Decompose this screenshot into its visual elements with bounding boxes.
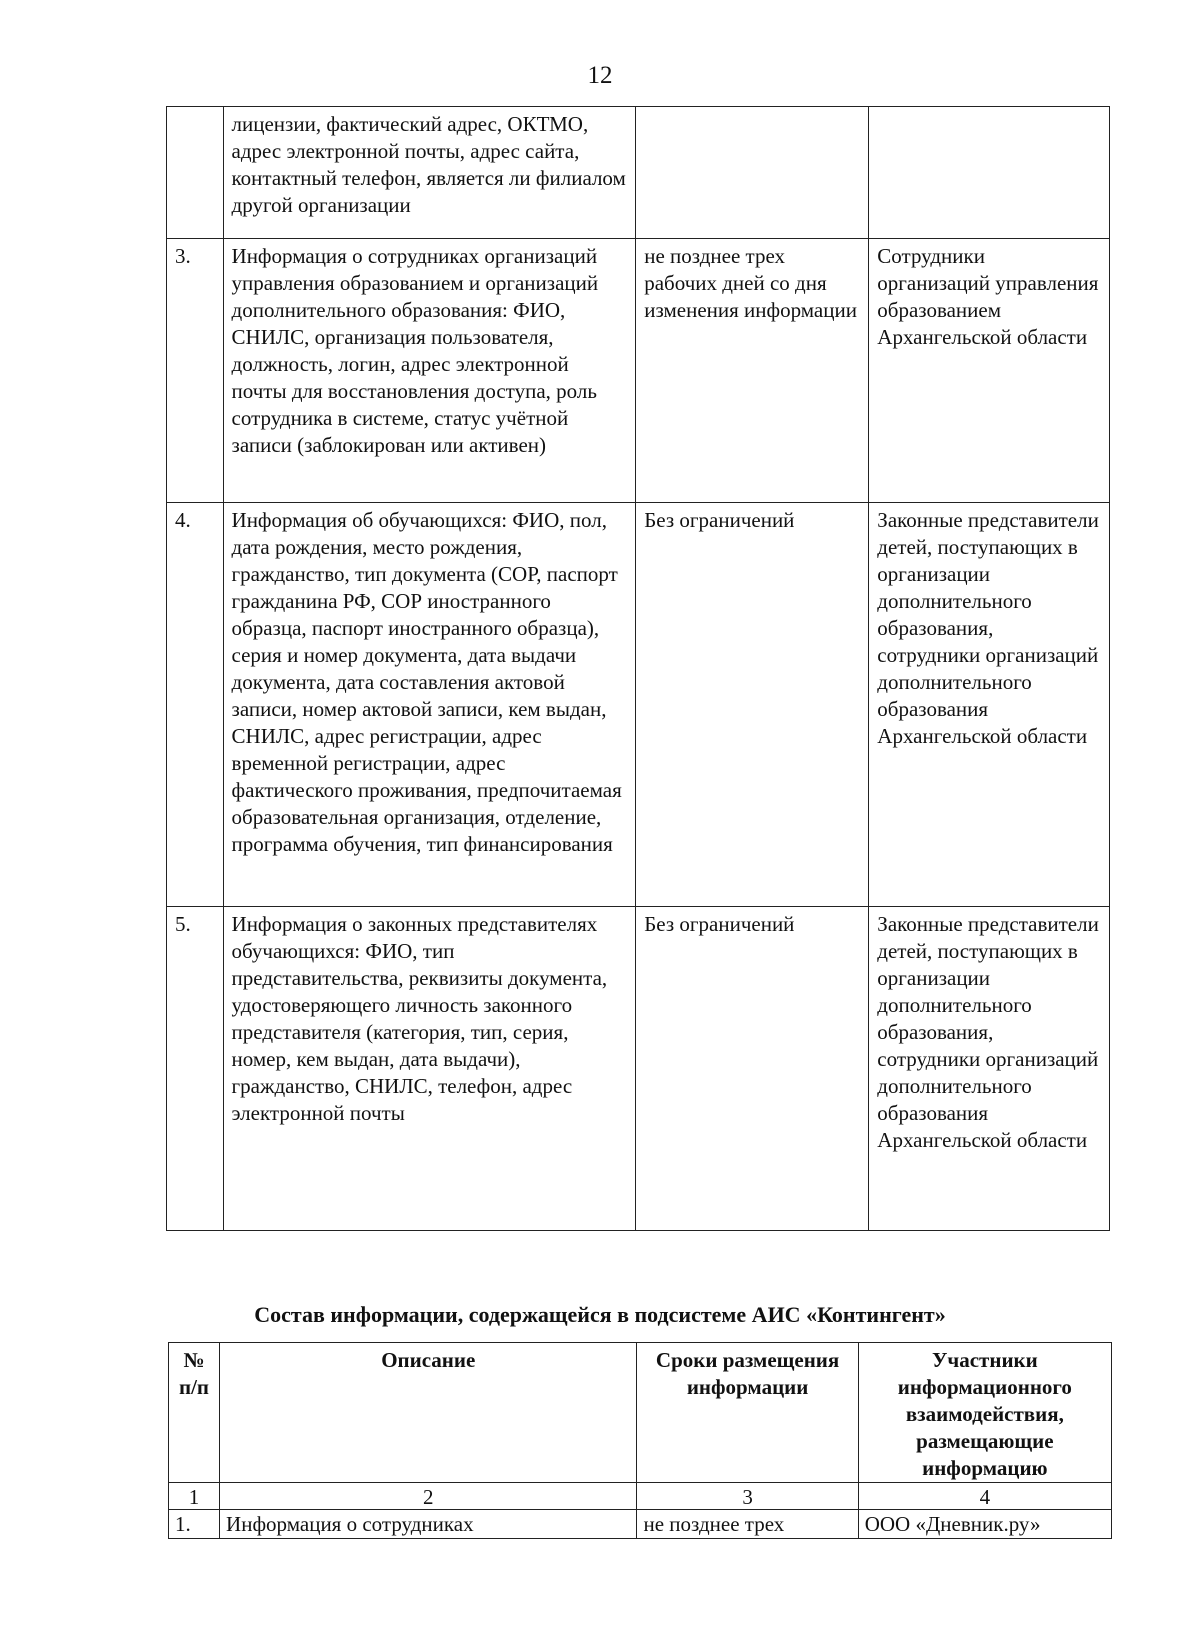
row-description: Информация о законных представителях обучающихся: ФИО, тип представительства, реквизиты документа, удостоверяющего личность законного представителя (категория, тип, серия, номер, кем выдан, дата выдачи), гражданство, СНИЛС, телефон, адрес электронной почты — [223, 907, 636, 1231]
info-table-continued — [166, 106, 1110, 1231]
row-participants — [869, 107, 1110, 239]
row-participants: Законные представители детей, поступающих в организации дополнительного образования, сотрудники организаций дополнительного образования Архангельской области — [869, 503, 1110, 907]
row-term: Без ограничений — [636, 503, 869, 907]
table-row — [169, 1510, 1112, 1539]
row-description: Информация об обучающихся: ФИО, пол, дата рождения, место рождения, гражданство, тип документа (СОР, паспорт гражданина РФ, СОР иностранного образца, паспорт иностранного образца), серия и номер документа, дата выдачи документа, дата составления актовой записи, номер актовой записи, кем выдан, СНИЛС, адрес регистрации, адрес временной регистрации, адрес фактического проживания, предпочитаемая образовательная организация, отделение, программа обучения, тип финансирования — [223, 503, 636, 907]
contingent-info-table — [168, 1342, 1112, 1539]
column-number: 1 — [169, 1483, 220, 1510]
section-title: Состав информации, содержащейся в подсистеме АИС «Контингент» — [254, 1302, 946, 1327]
row-number: 3. — [167, 239, 224, 503]
row-description: Информация о сотрудниках — [220, 1510, 637, 1539]
page-number: 12 — [587, 62, 613, 89]
column-number: 4 — [858, 1483, 1111, 1510]
row-number: 1. — [169, 1510, 220, 1539]
header-participants: Участники информационного взаимодействия, размещающие информацию — [858, 1343, 1111, 1483]
row-number: 4. — [167, 503, 224, 907]
row-number — [167, 107, 224, 239]
header-description: Описание — [220, 1343, 637, 1483]
column-number: 2 — [220, 1483, 637, 1510]
table-row — [167, 503, 1110, 907]
row-description: лицензии, фактический адрес, ОКТМО, адрес электронной почты, адрес сайта, контактный телефон, является ли филиалом другой организации — [223, 107, 636, 239]
row-term: не позднее трех рабочих дней со дня изменения информации — [636, 239, 869, 503]
table-row — [167, 107, 1110, 239]
row-term — [636, 107, 869, 239]
row-term: Без ограничений — [636, 907, 869, 1231]
row-participants: Законные представители детей, поступающих в организации дополнительного образования, сотрудники организаций дополнительного образования Архангельской области — [869, 907, 1110, 1231]
row-participants: ООО «Дневник.ру» — [858, 1510, 1111, 1539]
table-header-row — [169, 1343, 1112, 1483]
row-number: 5. — [167, 907, 224, 1231]
row-term: не позднее трех — [637, 1510, 858, 1539]
table-row — [167, 907, 1110, 1231]
header-number: № п/п — [169, 1343, 220, 1483]
column-number: 3 — [637, 1483, 858, 1510]
column-numbers-row — [169, 1483, 1112, 1510]
header-term: Сроки размещения информации — [637, 1343, 858, 1483]
row-description: Информация о сотрудниках организаций управления образованием и организаций дополнительного образования: ФИО, СНИЛС, организация пользователя, должность, логин, адрес электронной почты для восстановления доступа, роль сотрудника в системе, статус учётной записи (заблокирован или активен) — [223, 239, 636, 503]
row-participants: Сотрудники организаций управления образованием Архангельской области — [869, 239, 1110, 503]
table-row — [167, 239, 1110, 503]
